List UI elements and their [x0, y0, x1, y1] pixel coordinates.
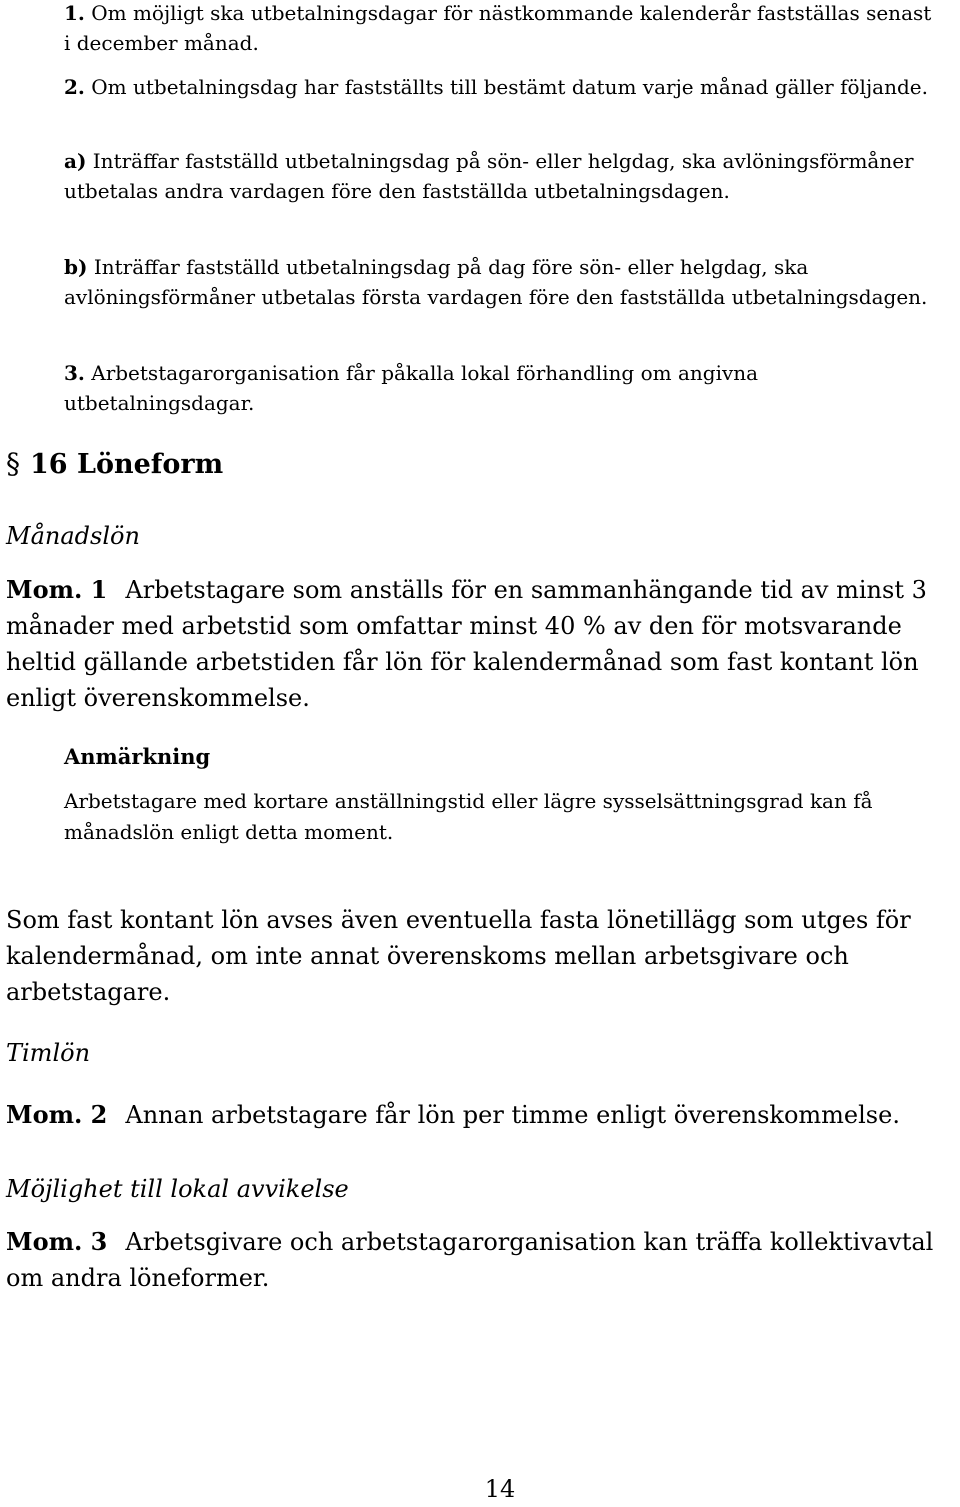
mom-1-text: Arbetstagare som anställs för en sammanhängande tid av minst 3 månader med arbetstid som omfattar minst 40 % av den för motsvarande heltid gällande arbetstiden får lön för kalendermånad som fast kontant lön enligt överenskommelse. — [6, 576, 927, 712]
list-item-a-text: Inträffar fastställd utbetalningsdag på sön- eller helgdag, ska avlöningsförmåner utbetalas andra vardagen före den fastställda utbetalningsdagen. — [64, 149, 914, 203]
mom-2-label: Mom. 2 — [6, 1100, 108, 1129]
list-item-b-letter: b) — [64, 255, 88, 279]
mom-1-label: Mom. 1 — [6, 575, 108, 604]
page-number: 14 — [484, 1475, 516, 1503]
mom-3-paragraph — [6, 1224, 956, 1296]
mom-2-text: Annan arbetstagare får lön per timme enligt överenskommelse. — [125, 1101, 900, 1129]
section-title: 16 Löneform — [30, 449, 224, 480]
mom-1-paragraph — [6, 572, 956, 716]
note-text: Arbetstagare med kortare anställningstid eller lägre sysselsättningsgrad kan få månadslön enligt detta moment. — [64, 789, 873, 844]
list-item-b-text: Inträffar fastställd utbetalningsdag på dag före sön- eller helgdag, ska avlöningsförmåner utbetalas första vardagen före den fastställda utbetalningsdagen. — [64, 255, 928, 309]
list-item-a — [64, 146, 944, 206]
list-item-2 — [64, 72, 944, 102]
list-item-3 — [64, 358, 944, 418]
list-item-a-letter: a) — [64, 149, 87, 173]
section-sign: § — [6, 447, 20, 480]
mom-3-label: Mom. 3 — [6, 1227, 108, 1256]
list-item-b — [64, 252, 944, 312]
list-item-2-text: Om utbetalningsdag har fastställts till bestämt datum varje månad gäller följande. — [91, 75, 928, 99]
section-heading — [6, 444, 223, 485]
list-item-3-text: Arbetstagarorganisation får påkalla lokal förhandling om angivna utbetalningsdagar. — [64, 361, 759, 415]
mom-2-paragraph — [6, 1097, 956, 1133]
note-heading: Anmärkning — [64, 744, 211, 769]
fixed-salary-paragraph: Som fast kontant lön avses även eventuella fasta lönetillägg som utges för kalendermånad, om inte annat överenskoms mellan arbetsgivare och arbetstagare. — [6, 906, 911, 1006]
mom-3-text: Arbetsgivare och arbetstagarorganisation kan träffa kollektivavtal om andra löneformer. — [6, 1228, 934, 1292]
manadslon-heading: Månadslön — [6, 522, 140, 550]
list-item-2-number: 2. — [64, 75, 85, 99]
list-item-1 — [64, 0, 944, 58]
list-item-3-number: 3. — [64, 361, 85, 385]
timlon-heading: Timlön — [6, 1039, 91, 1067]
list-item-1-text: Om möjligt ska utbetalningsdagar för nästkommande kalenderår fastställas senast i december månad. — [64, 1, 932, 55]
list-item-1-number: 1. — [64, 1, 85, 25]
avvikelse-heading: Möjlighet till lokal avvikelse — [6, 1175, 349, 1203]
